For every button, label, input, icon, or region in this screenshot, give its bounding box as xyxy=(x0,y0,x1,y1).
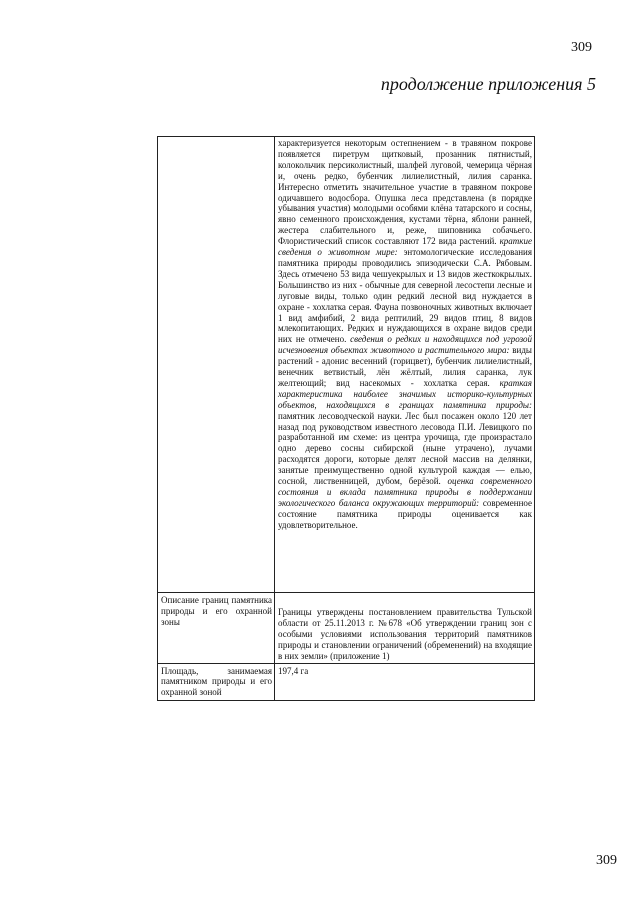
info-table xyxy=(157,136,535,701)
row2-value-cell: Границы утверждены постановлением правительства Тульской области от 25.11.2013 г. №678 «Об утверждении границ зон с особыми условиями использования территорий памятников природы и становлении ограничений (обременений) на входящие в них земли» (приложение 1) xyxy=(275,593,535,664)
row2-label-cell: Описание границ памятника природы и его охранной зоны xyxy=(158,593,275,664)
appendix-title: продолжение приложения 5 xyxy=(380,74,596,94)
table-row xyxy=(158,593,535,664)
heading-rare-species: сведения о редких и находящихся под угрозой исчезновения объектах животного и растительного мира: xyxy=(278,334,532,356)
table-row xyxy=(158,663,535,700)
description-segment: памятник лесоводческой науки. Лес был посажен около 120 лет назад под руководством известного лесовода П.И. Левицкого по разработанной им схеме: из центра урочища, где произрастало одно дерево сосны сибирской (ныне утрачено), лучами расходятся дороги, которые делят лесной массив на делянки, занятые преимущественно одной культурой каждая — елью, сосной, лиственницей, дубом, берёзой. xyxy=(278,410,532,487)
heading-fauna: краткие сведения о животном мире: xyxy=(278,236,532,258)
page-number-bottom: 309 xyxy=(596,853,617,868)
row1-description-cell xyxy=(275,137,535,593)
row3-label-cell: Площадь, занимаемая памятником природы и его охранной зоной xyxy=(158,663,275,700)
row1-label-cell xyxy=(158,137,275,593)
description-segment: виды растений - адонис весенний (горицвет), бубенчик лилиелистный, венечник ветвистый, лён жёлтый, лилия саранка, лук желтеющий; вид насекомых - хохлатка серая. xyxy=(278,345,532,388)
heading-state-assessment: оценка современного состояния и вклада памятника природы в поддержании экологического баланса окружающих территорий: xyxy=(278,476,532,508)
table-row xyxy=(158,137,535,593)
heading-historic-objects: краткая характеристика наиболее значимых историко-культурных объектов, находящихся в границах памятника природы: xyxy=(278,377,532,410)
row3-value-cell: 197,4 га xyxy=(275,663,535,700)
description-segment: энтомологические исследования памятника природы проводились эпизодически С.А. Рябовым. Здесь отмечено 53 вида чешуекрылых и 13 видов жесткокрылых. Большинство из них - обычные для северной лесостепи лесные и луговые виды, только один редкий лесной вид нуждается в охране - хохлатка серая. Фауна позвоночных животных включает 1 вид амфибий, 2 вида рептилий, 29 видов птиц, 8 видов млекопитающих. Редких и нуждающихся в охране видов среди них не отмечено. xyxy=(278,247,532,345)
description-segment: характеризуется некоторым остепнением - в травяном покрове появляется пиретрум щитковый, прозанник пятнистый, колокольчик персиколистный, шалфей луговой, чемерица чёрная и, очень редко, бубенчик лилиелистный, лилия саранка. Интересно отметить значительное участие в травяном покрове одичавшего водосбора. Опушка леса представлена (в порядке убывания участия) молодыми особями клёна татарского и сосны, явно семенного происхождения, кустами тёрна, яблони ранней, жестера слабительного и, реже, шиповника собачьего. Флористический список составляют 172 вида растений. xyxy=(278,138,532,247)
page-number-top: 309 xyxy=(571,40,592,55)
description-segment: современное состояние памятника природы оценивается как удовлетворительное. xyxy=(278,497,532,530)
